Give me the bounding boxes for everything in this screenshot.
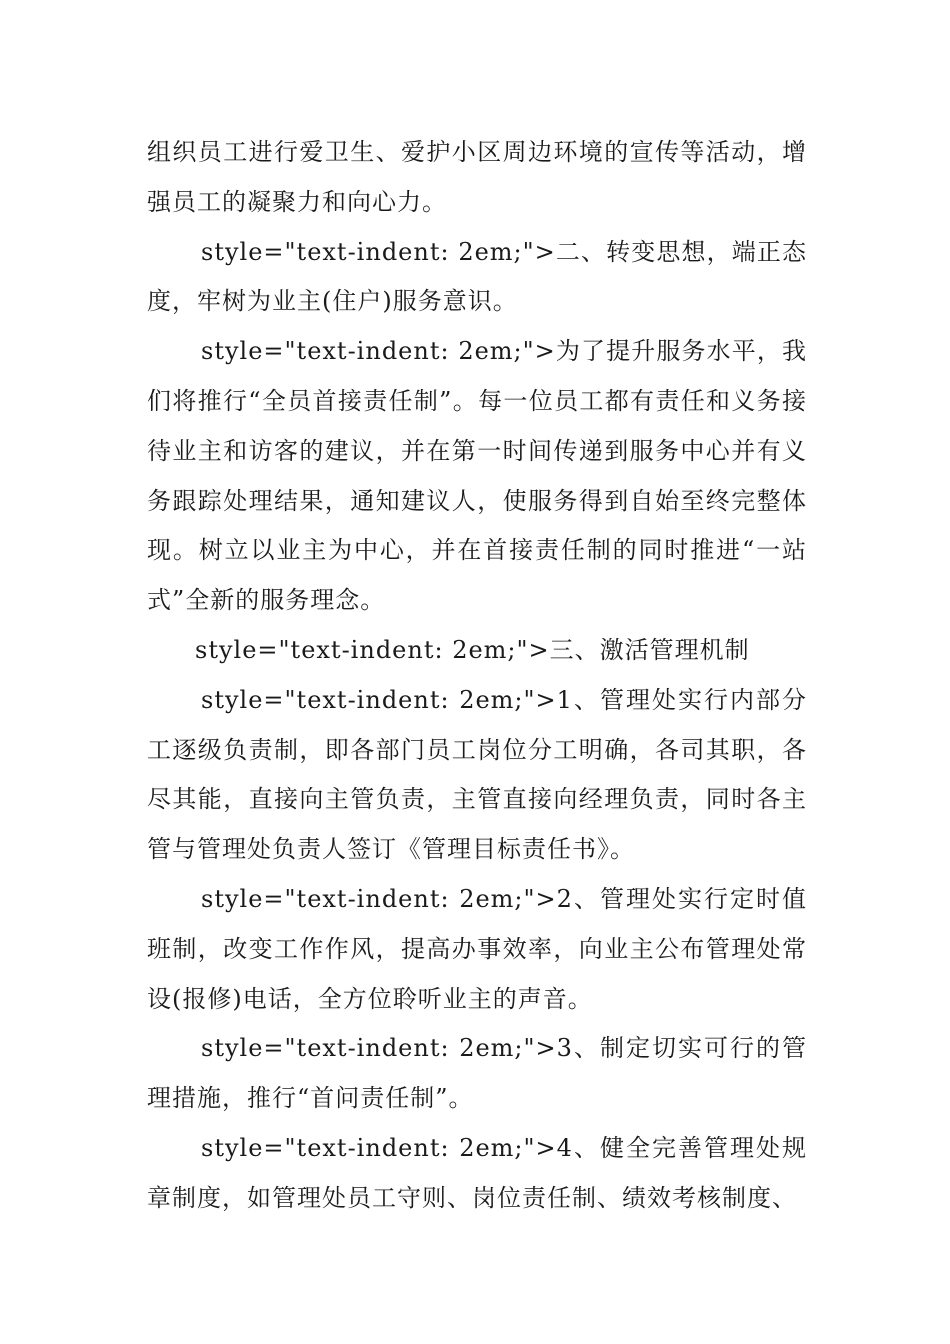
document-body xyxy=(147,128,807,1224)
paragraph-5: style="text-indent: 2em;">1、管理处实行内部分工逐级负责制，即各部门员工岗位分工明确，各司其职，各尽其能，直接向主管负责，主管直接向经理负责，同时各主管与管理处负责人签订《管理目标责任书》。 xyxy=(147,685,807,864)
paragraph-6: style="text-indent: 2em;">2、管理处实行定时值班制，改变工作作风，提高办事效率，向业主公布管理处常设(报修)电话，全方位聆听业主的声音。 xyxy=(147,884,807,1013)
paragraph-7: style="text-indent: 2em;">3、制定切实可行的管理措施，推行“首问责任制”。 xyxy=(147,1034,807,1113)
paragraph-1: 组织员工进行爱卫生、爱护小区周边环境的宣传等活动，增强员工的凝聚力和向心力。 xyxy=(147,138,807,216)
paragraph-2: style="text-indent: 2em;">二、转变思想，端正态度，牢树为业主(住户)服务意识。 xyxy=(147,237,807,316)
paragraph-3: style="text-indent: 2em;">为了提升服务水平，我们将推行“全员首接责任制”。每一位员工都有责任和义务接待业主和访客的建议，并在第一时间传递到服务中心并有义务跟踪处理结果，通知建议人，使服务得到自始至终完整体现。树立以业主为中心，并在首接责任制的同时推进“一站式”全新的服务理念。 xyxy=(147,337,807,615)
paragraph-8: style="text-indent: 2em;">4、健全完善管理处规章制度，如管理处员工守则、岗位责任制、绩效考核制度、 xyxy=(147,1133,807,1212)
paragraph-4: style="text-indent: 2em;">三、激活管理机制 xyxy=(195,635,750,664)
